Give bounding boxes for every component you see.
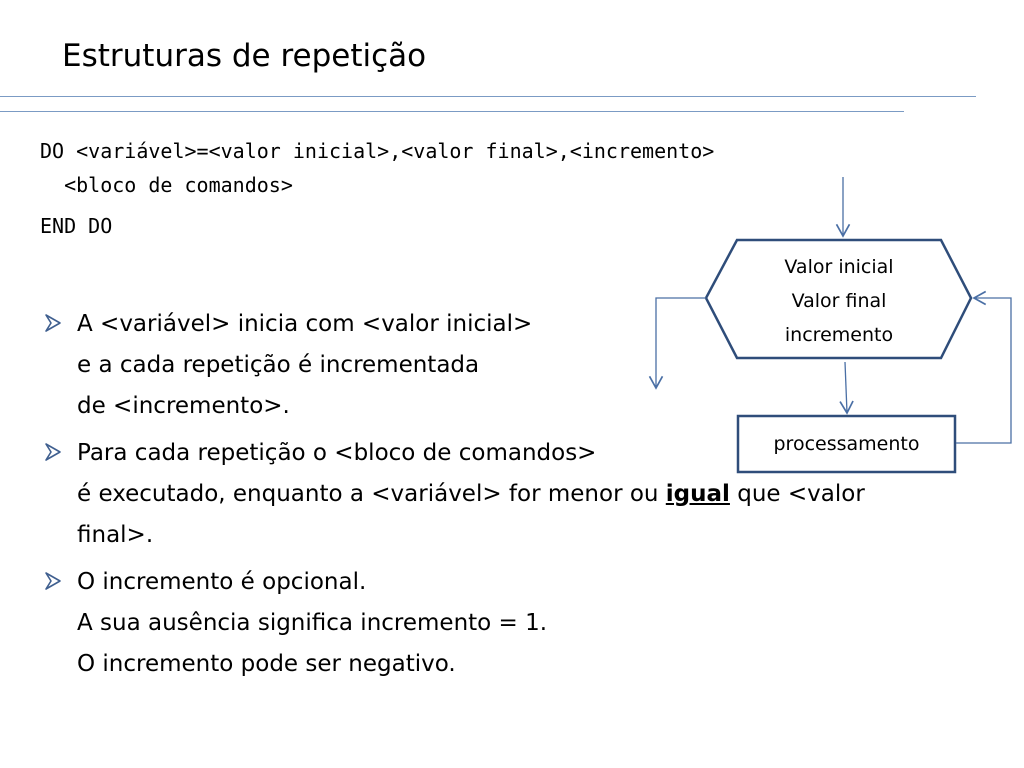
bullet-list: [40, 304, 1000, 685]
bullet-text: O incremento pode ser negativo.: [77, 651, 456, 677]
bullet-text: A <variável> inicia com <valor inicial>: [77, 311, 533, 337]
code-line-do: DO <variável>=<valor inicial>,<valor final>,<incremento>: [40, 139, 715, 163]
hex-label-initial: Valor inicial: [784, 256, 894, 278]
slide-title: Estruturas de repetição: [62, 38, 427, 74]
bullet-text: de <incremento>.: [77, 393, 290, 419]
hex-label-increment: incremento: [784, 324, 894, 346]
emphasis-text: igual: [665, 481, 730, 507]
bullet-text: A sua ausência significa incremento = 1.: [77, 610, 548, 636]
code-line-end: END DO: [40, 214, 113, 238]
code-line-block: <bloco de comandos>: [40, 173, 293, 197]
bullet-text: é executado, enquanto a <variável> for menor ou: [77, 481, 666, 507]
bullet-text-line: [77, 474, 1000, 515]
bullet-item: [40, 304, 1000, 427]
process-box-label: processamento: [773, 433, 920, 455]
bullet-item: [40, 433, 1000, 556]
arrowhead-bullet-icon: [43, 442, 63, 462]
bullet-text: e a cada repetição é incrementada: [77, 352, 480, 378]
hex-label-final: Valor final: [791, 290, 887, 312]
bullet-text: final>.: [77, 522, 154, 548]
arrowhead-bullet-icon: [43, 313, 63, 333]
bullet-item: [40, 562, 1000, 685]
bullet-text: que <valor: [729, 481, 865, 507]
bullet-text: Para cada repetição o <bloco de comandos>: [77, 440, 597, 466]
bullet-text: O incremento é opcional.: [77, 569, 367, 595]
arrowhead-bullet-icon: [43, 571, 63, 591]
